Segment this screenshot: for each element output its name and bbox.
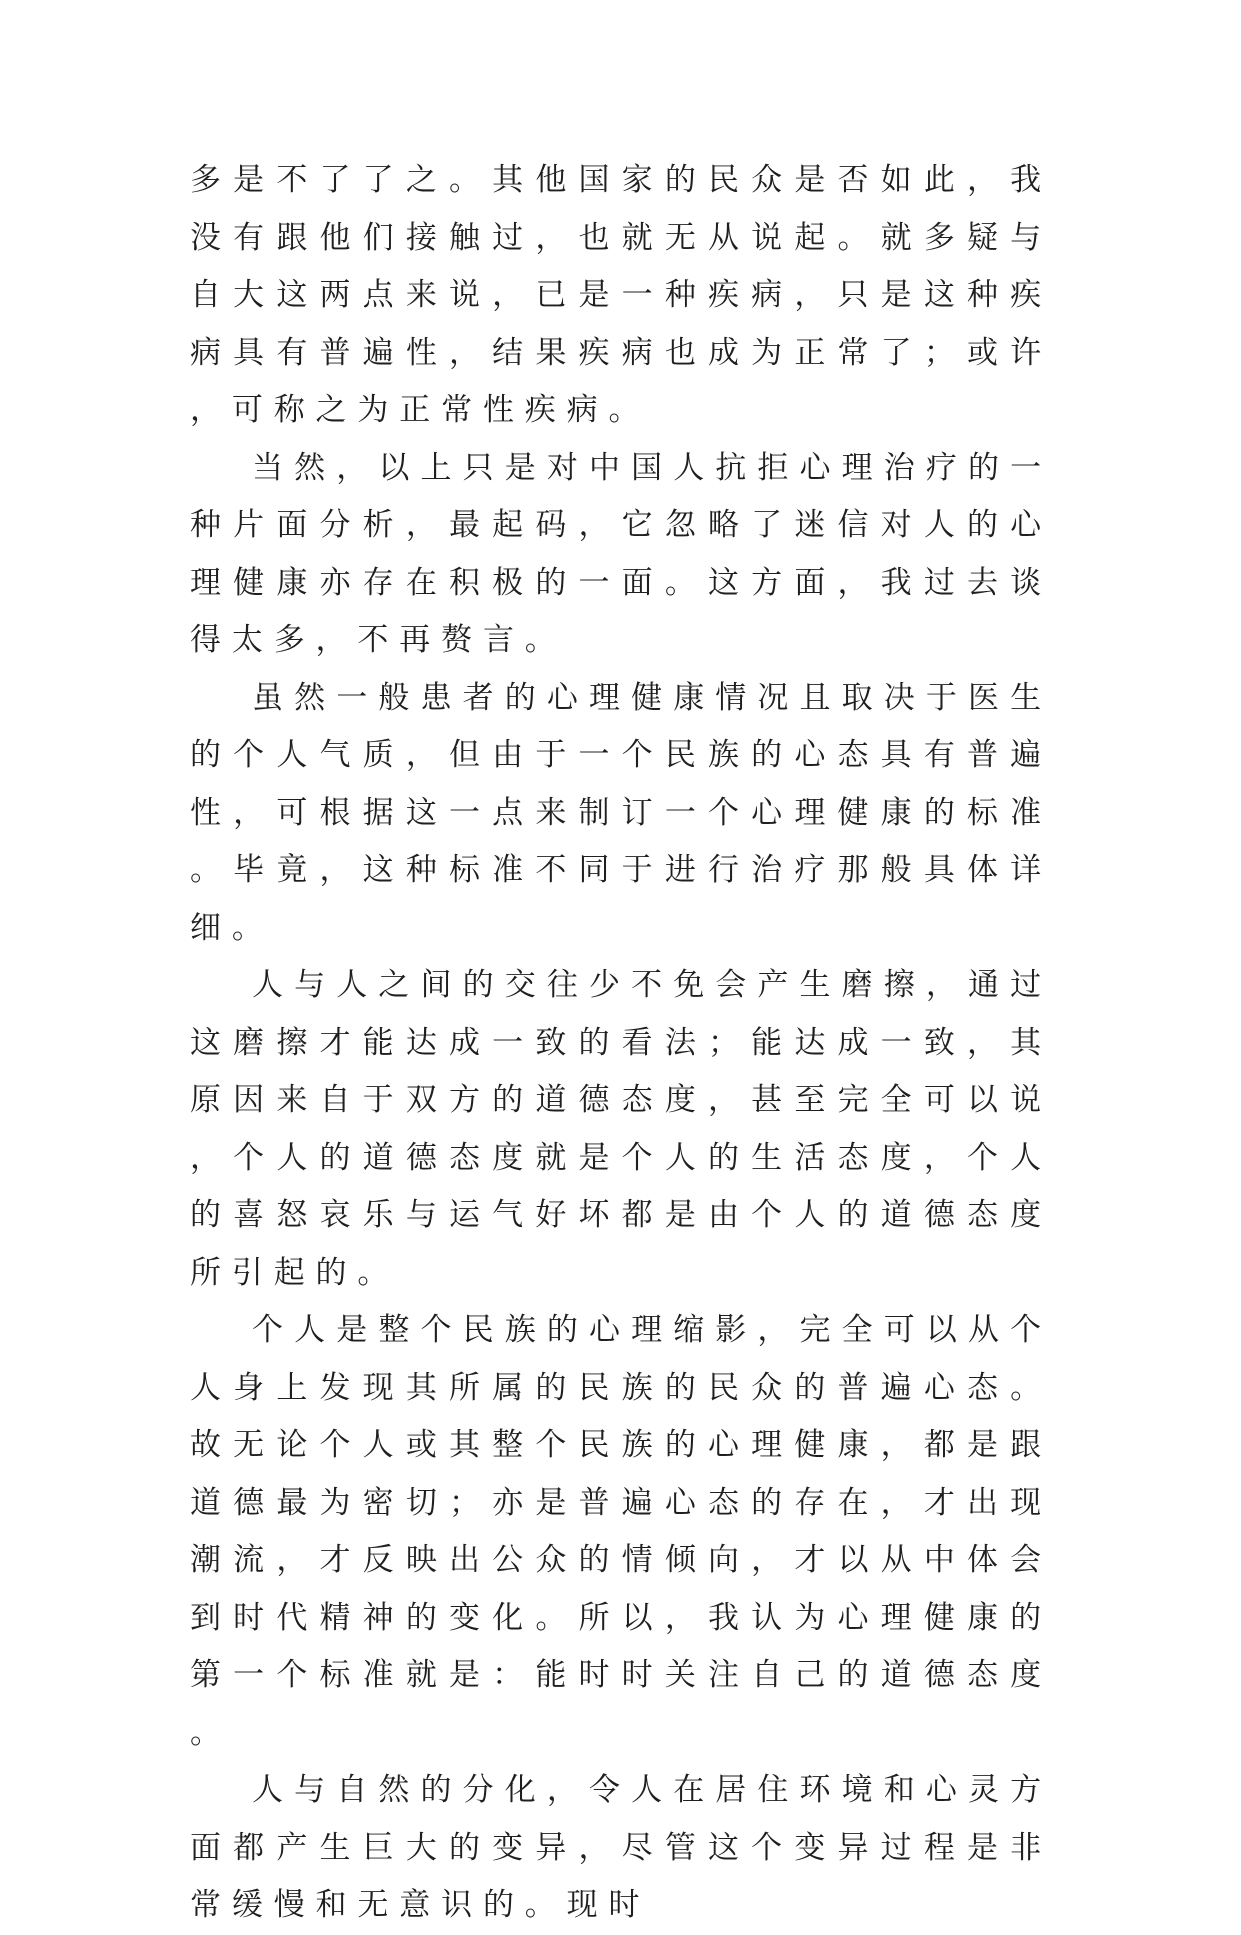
paragraph-4: 人与人之间的交往少不免会产生磨擦，通过这磨擦才能达成一致的看法；能达成一致，其原因来自于双方的道德态度，甚至完全可以说，个人的道德态度就是个人的生活态度，个人的喜怒哀乐与运气好坏都是由个人的道德态度所引起的。 (190, 967, 1052, 1291)
paragraph-1: 多是不了了之。其他国家的民众是否如此，我没有跟他们接触过，也就无从说起。就多疑与自大这两点来说，已是一种疾病，只是这种疾病具有普遍性，结果疾病也成为正常了；或许，可称之为正常性疾病。 (190, 162, 1052, 428)
paragraph-6: 人与自然的分化，令人在居住环境和心灵方面都产生巨大的变异，尽管这个变异过程是非常缓慢和无意识的。现时 (190, 1772, 1052, 1923)
body-text (190, 152, 1052, 1935)
paragraph-2: 当然，以上只是对中国人抗拒心理治疗的一种片面分析，最起码，它忽略了迷信对人的心理健康亦存在积极的一面。这方面，我过去谈得太多，不再赘言。 (190, 449, 1052, 658)
paragraph-5: 个人是整个民族的心理缩影，完全可以从个人身上发现其所属的民族的民众的普遍心态。故无论个人或其整个民族的心理健康，都是跟道德最为密切；亦是普遍心态的存在，才出现潮流，才反映出公众的情倾向，才以从中体会到时代精神的变化。所以，我认为心理健康的第一个标准就是：能时时关注自己的道德态度。 (190, 1312, 1052, 1751)
paragraph-3: 虽然一般患者的心理健康情况且取决于医生的个人气质，但由于一个民族的心态具有普遍性，可根据这一点来制订一个心理健康的标准。毕竟，这种标准不同于进行治疗那般具体详细。 (190, 679, 1052, 946)
